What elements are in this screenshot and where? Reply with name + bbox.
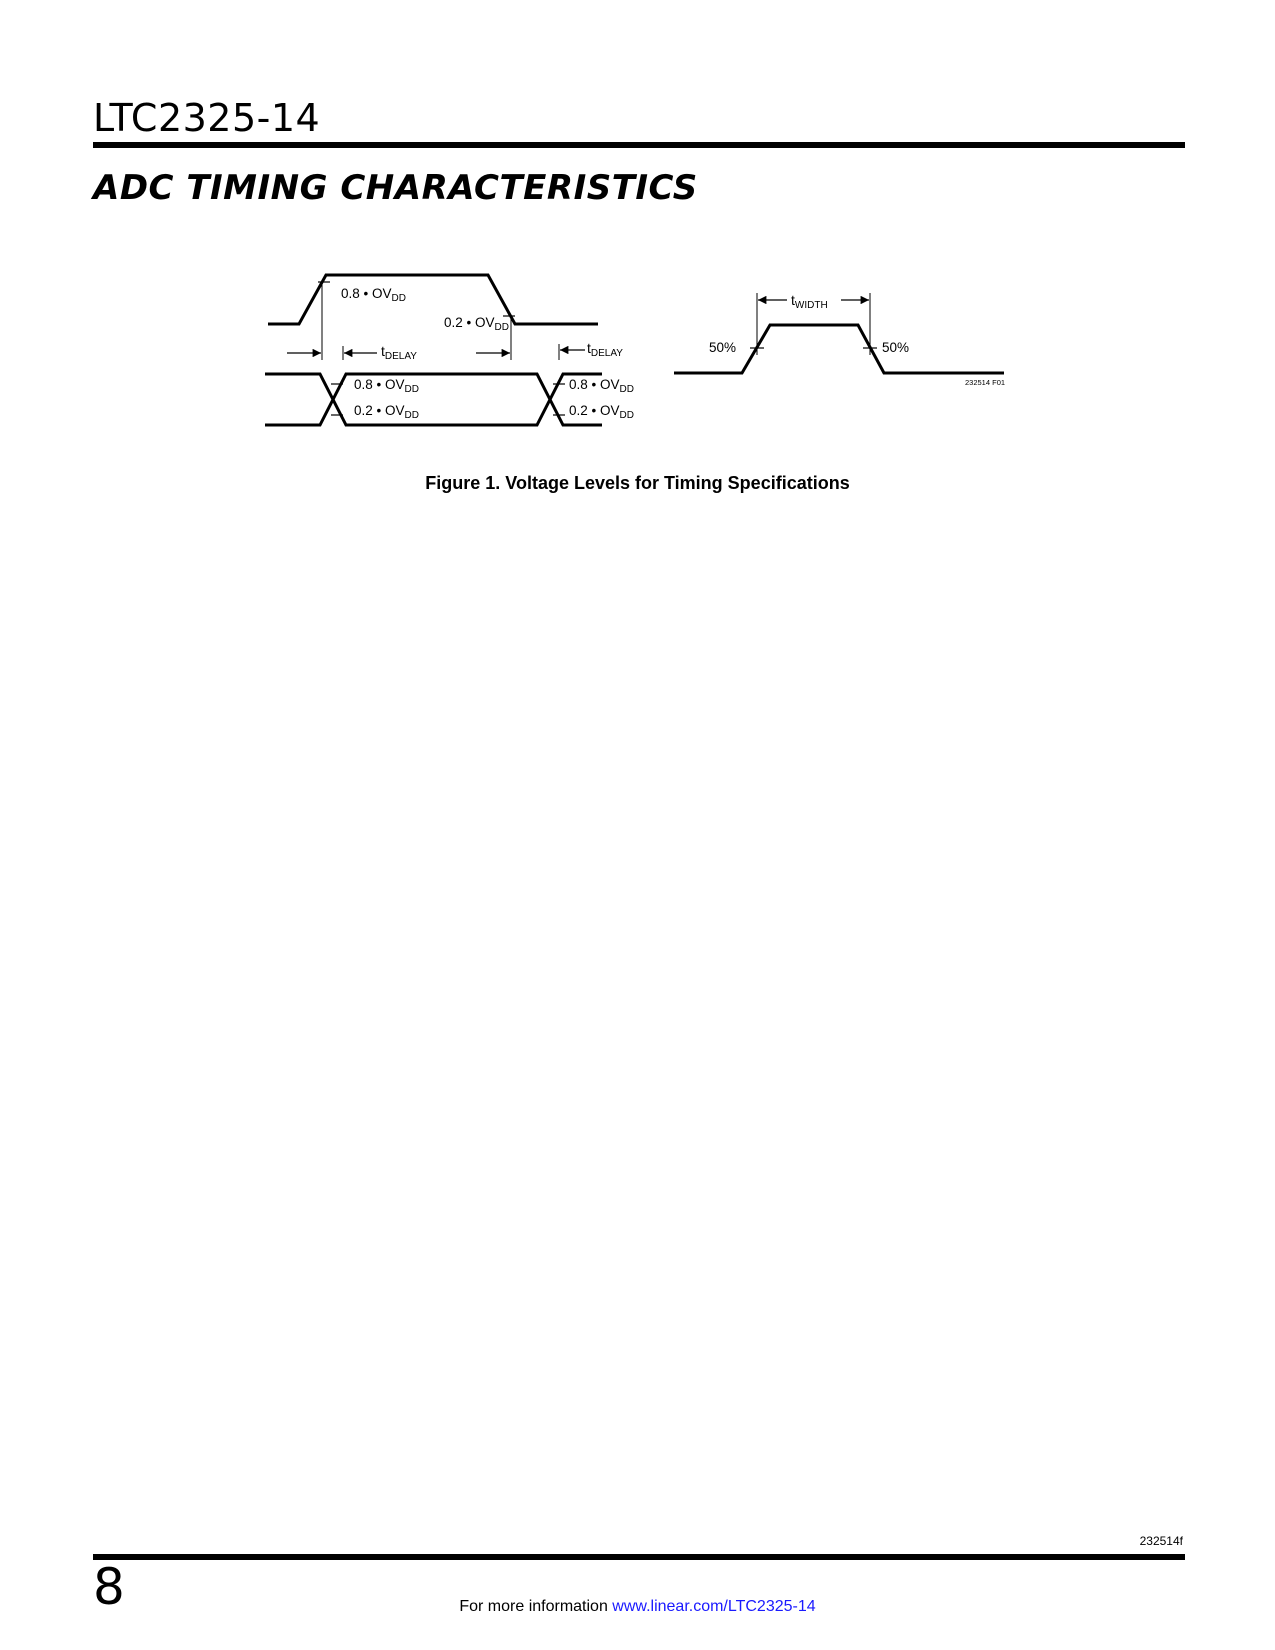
left-percent-label: 50%	[709, 340, 737, 355]
figure-caption: Figure 1. Voltage Levels for Timing Specifications	[425, 473, 850, 493]
product-link[interactable]: www.linear.com/LTC2325-14	[612, 1598, 816, 1615]
timing-figure	[0, 0, 1275, 520]
bus-low-threshold-label: 0.2 • $OV_{DD}$	[354, 403, 419, 421]
bus-low-threshold-label-2: 0.2 • $OV_{DD}$	[569, 403, 634, 421]
part-number: LTC2325-14	[93, 96, 321, 140]
section-title: ADC TIMING CHARACTERISTICS	[93, 168, 698, 208]
page-number: 8	[93, 1558, 125, 1616]
footer-more-info	[0, 1598, 1275, 1616]
bus-waveform-bottom	[265, 374, 602, 425]
document-code: 232514f	[1139, 1534, 1183, 1548]
bus-high-threshold-label: 0.8 • $OV_{DD}$	[354, 377, 419, 395]
delay-label-2: $t_{DELAY}$	[587, 340, 623, 359]
delay-label: $t_{DELAY}$	[381, 343, 417, 362]
rising-threshold-label: 0.8 • $OV_{DD}$	[341, 286, 406, 304]
footer-rule	[93, 1554, 1185, 1560]
falling-threshold-label: 0.2 • $OV_{DD}$	[444, 315, 509, 333]
clock-waveform	[268, 275, 598, 324]
timing-diagram	[0, 0, 1275, 520]
bus-high-threshold-label-2: 0.8 • $OV_{DD}$	[569, 377, 634, 395]
right-percent-label: 50%	[882, 340, 910, 355]
figure-id-label: 232514 F01	[965, 378, 1006, 387]
more-info-text: For more information	[459, 1598, 613, 1615]
width-label: $t_{WIDTH}$	[791, 292, 828, 311]
